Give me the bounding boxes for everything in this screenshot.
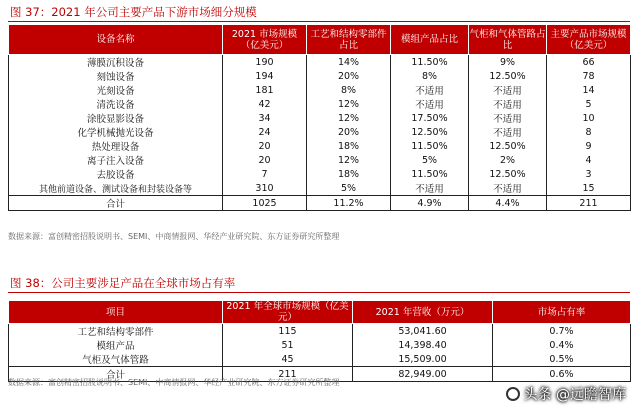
figure-38-title: 图 38：公司主要涉足产品在全球市场占有率	[8, 274, 630, 293]
cell: 211	[223, 367, 353, 382]
cell: 12.50%	[469, 69, 547, 83]
cell: 115	[223, 324, 353, 339]
cell: 模组产品	[9, 338, 223, 352]
cell: 181	[223, 83, 307, 97]
cell: 10	[547, 111, 631, 125]
cell: 清洗设备	[9, 97, 223, 111]
cell: 18%	[307, 139, 391, 153]
cell: 14	[547, 83, 631, 97]
toutiao-logo-icon	[506, 387, 520, 401]
cell: 51	[223, 338, 353, 352]
cell: 11.50%	[391, 167, 469, 181]
cell: 78	[547, 69, 631, 83]
cell: 20%	[307, 69, 391, 83]
watermark	[506, 384, 626, 404]
cell: 热处理设备	[9, 139, 223, 153]
cell: 53,041.60	[353, 324, 493, 339]
cell: 8%	[391, 69, 469, 83]
cell: 20	[223, 153, 307, 167]
cell: 12%	[307, 153, 391, 167]
header-gas-share: 气柜和气体管路占比	[469, 25, 547, 55]
cell: 涂胶显影设备	[9, 111, 223, 125]
table-row	[9, 153, 631, 167]
cell: 310	[223, 181, 307, 196]
cell: 0.7%	[493, 324, 631, 339]
cell: 刻蚀设备	[9, 69, 223, 83]
cell: 9%	[469, 55, 547, 70]
header-device-name: 设备名称	[9, 25, 223, 55]
header-item: 项目	[9, 301, 223, 324]
cell: 不适用	[469, 97, 547, 111]
cell: 2%	[469, 153, 547, 167]
cell: 离子注入设备	[9, 153, 223, 167]
cell: 11.2%	[307, 196, 391, 211]
table-row	[9, 111, 631, 125]
header-module-share: 模组产品占比	[391, 25, 469, 55]
cell: 12%	[307, 97, 391, 111]
table-row	[9, 352, 631, 367]
cell: 4.9%	[391, 196, 469, 211]
cell: 1025	[223, 196, 307, 211]
header-market-size: 2021 市场规模（亿美元）	[223, 25, 307, 55]
cell: 7	[223, 167, 307, 181]
table-row	[9, 139, 631, 153]
cell: 12.50%	[391, 125, 469, 139]
table-row	[9, 324, 631, 339]
figure-37-source: 数据来源：富创精密招股说明书、SEMI、中商情报网、华经产业研究院、东方证券研究所整理	[8, 232, 340, 241]
cell: 气柜及气体管路	[9, 352, 223, 367]
cell: 66	[547, 55, 631, 70]
cell: 合计	[9, 196, 223, 211]
cell: 18%	[307, 167, 391, 181]
table-row	[9, 97, 631, 111]
table-row	[9, 125, 631, 139]
cell: 其他前道设备、测试设备和封装设备等	[9, 181, 223, 196]
cell: 不适用	[391, 97, 469, 111]
header-process-parts-share: 工艺和结构零部件占比	[307, 25, 391, 55]
cell: 20%	[307, 125, 391, 139]
table-row	[9, 167, 631, 181]
cell: 5	[547, 97, 631, 111]
cell: 8%	[307, 83, 391, 97]
cell: 9	[547, 139, 631, 153]
cell: 3	[547, 167, 631, 181]
cell: 不适用	[391, 181, 469, 196]
cell: 0.4%	[493, 338, 631, 352]
header-global-market-size: 2021 年全球市场规模（亿美元）	[223, 301, 353, 324]
cell: 不适用	[469, 181, 547, 196]
cell: 15,509.00	[353, 352, 493, 367]
market-segment-table	[8, 24, 631, 211]
table-row	[9, 55, 631, 70]
cell: 12%	[307, 111, 391, 125]
cell: 8	[547, 125, 631, 139]
cell: 190	[223, 55, 307, 70]
cell: 4.4%	[469, 196, 547, 211]
table-header-row	[9, 301, 631, 324]
cell: 合计	[9, 367, 223, 382]
figure-38-source: 数据来源：富创精密招股说明书、SEMI、中商情报网、华经产业研究院、东方证券研究所整理	[8, 378, 340, 387]
cell: 5%	[391, 153, 469, 167]
cell: 0.6%	[493, 367, 631, 382]
cell: 14%	[307, 55, 391, 70]
cell: 45	[223, 352, 353, 367]
cell: 去胶设备	[9, 167, 223, 181]
figure-37-title: 图 37：2021 年公司主要产品下游市场细分规模	[8, 3, 630, 22]
cell: 11.50%	[391, 139, 469, 153]
cell: 24	[223, 125, 307, 139]
cell: 20	[223, 139, 307, 153]
cell: 211	[547, 196, 631, 211]
header-product-market-size: 主要产品市场规模（亿美元）	[547, 25, 631, 55]
watermark-text: 头条 @远瞻智库	[523, 387, 626, 403]
cell: 不适用	[469, 111, 547, 125]
cell: 11.50%	[391, 55, 469, 70]
cell: 化学机械抛光设备	[9, 125, 223, 139]
header-market-share: 市场占有率	[493, 301, 631, 324]
cell: 工艺和结构零部件	[9, 324, 223, 339]
cell: 194	[223, 69, 307, 83]
cell: 12.50%	[469, 139, 547, 153]
total-row	[9, 196, 631, 211]
table-row	[9, 338, 631, 352]
cell: 14,398.40	[353, 338, 493, 352]
table-row	[9, 69, 631, 83]
cell: 17.50%	[391, 111, 469, 125]
cell: 4	[547, 153, 631, 167]
table-row	[9, 83, 631, 97]
cell: 不适用	[391, 83, 469, 97]
cell: 12.50%	[469, 167, 547, 181]
cell: 15	[547, 181, 631, 196]
cell: 82,949.00	[353, 367, 493, 382]
cell: 34	[223, 111, 307, 125]
table-row	[9, 181, 631, 196]
market-share-table	[8, 300, 631, 382]
cell: 0.5%	[493, 352, 631, 367]
cell: 5%	[307, 181, 391, 196]
cell: 不适用	[469, 125, 547, 139]
header-revenue: 2021 年营收（万元）	[353, 301, 493, 324]
cell: 光刻设备	[9, 83, 223, 97]
cell: 42	[223, 97, 307, 111]
table-header-row	[9, 25, 631, 55]
cell: 不适用	[469, 83, 547, 97]
cell: 薄膜沉积设备	[9, 55, 223, 70]
